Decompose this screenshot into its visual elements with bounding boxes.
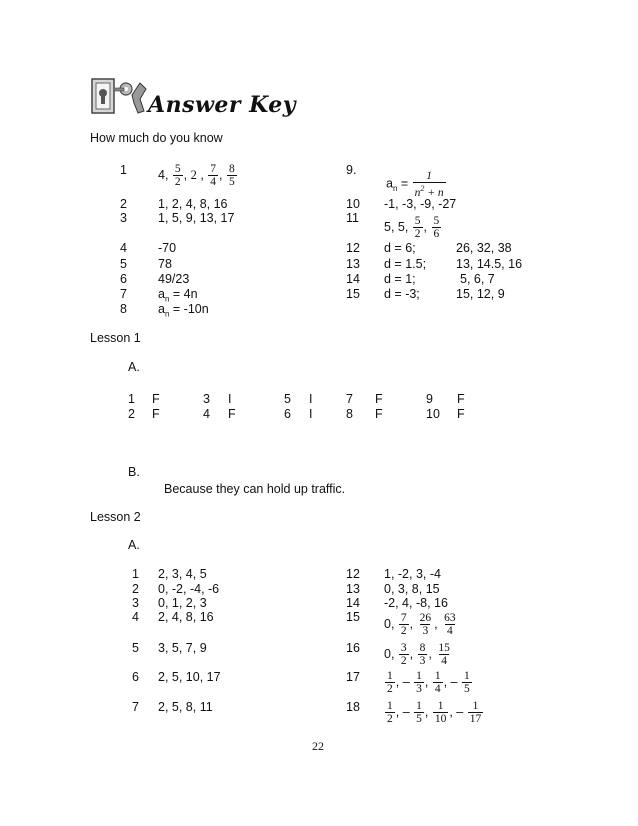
fraction: $\frac{5}{2}$ [174,163,181,188]
item-answer: $\frac{1}{2}$ , – $\frac{1}{5}$ , $\frac{1}{10}$ , – $\frac{1}{17}$ [387,700,482,725]
item-answer: d = -3; [384,287,420,301]
item-number: 6 [284,407,291,421]
page-title: Answer Key [148,92,297,118]
item-answer: d = 6; [384,241,416,255]
item-answer: 4, $\frac{5}{2}$ , 2 , $\frac{7}{4}$ , $\frac{8}{5}$ [158,163,235,188]
fraction: $\frac{1}{2}$ [387,700,393,725]
item-answer: 1, 5, 9, 13, 17 [158,211,235,225]
item-number: 8 [120,302,127,316]
lesson-title: Lesson 2 [90,510,141,524]
fraction: $\frac{1}{10}$ [434,700,447,725]
item-number: 2 [128,407,135,421]
item-number: 11 [346,211,359,225]
item-number: 4 [132,610,139,624]
fraction: $\frac{1}{5}$ [416,700,422,725]
item-number: 7 [346,392,353,406]
fraction: $\frac{5}{2}$ [414,215,421,240]
item-answer: d = 1.5; [384,257,427,271]
item-number: 14 [346,596,360,610]
item-number: 3 [203,392,210,406]
item-number: 1 [120,163,127,177]
item-number: 5 [284,392,291,406]
item-answer: F [457,392,465,406]
item-answer: F [152,392,160,406]
item-number: 9. [346,163,357,177]
item-number: 6 [120,272,127,286]
item-answer: 0, $\frac{7}{2}$ , $\frac{26}{3}$ , $\frac{63}{4}$ [384,612,456,637]
item-answer: 78 [158,257,172,271]
item-number: 10 [426,407,440,421]
item-answer: 26, 32, 38 [456,241,512,255]
item-answer: 15, 12, 9 [456,287,505,301]
item-answer: I [309,407,313,421]
item-number: 8 [346,407,353,421]
fraction: $\frac{1}{n^2 + n}$ [414,170,444,199]
page-number: 22 [312,739,324,753]
fraction: $\frac{7}{4}$ [210,163,217,188]
fraction: $\frac{5}{6}$ [433,215,440,240]
lesson-title: Lesson 1 [90,331,141,345]
key-icon [90,75,150,120]
fraction: $\frac{26}{3}$ [419,612,432,637]
item-answer: F [228,407,236,421]
part-label: B. [128,465,140,479]
fraction: $\frac{1}{5}$ [463,670,470,695]
item-number: 4 [203,407,210,421]
item-number: 15 [346,287,360,301]
item-answer: 2, 5, 8, 11 [158,700,213,714]
item-answer: 2, 4, 8, 16 [158,610,214,624]
item-number: 3 [132,596,139,610]
item-answer: $a_n = -10n$ [158,302,209,319]
item-answer: $\frac{1}{2}$ , – $\frac{1}{3}$ , $\frac{1}{4}$ , – $\frac{1}{5}$ [387,670,470,695]
item-answer: 2, 5, 10, 17 [158,670,221,684]
item-answer: -70 [158,241,177,255]
item-answer: 0, 1, 2, 3 [158,596,207,610]
fraction: $\frac{7}{2}$ [400,612,407,637]
item-answer: F [375,392,383,406]
item-answer: 0, -2, -4, -6 [158,582,220,596]
item-number: 7 [132,700,139,714]
item-answer: Because they can hold up traffic. [164,482,346,496]
item-answer: 1, 2, 4, 8, 16 [158,197,228,211]
item-answer: 5, 5, $\frac{5}{2}$ , $\frac{5}{6}$ [384,215,440,240]
item-answer: d = 1; [384,272,416,286]
item-number: 15 [346,610,360,624]
fraction: $\frac{15}{4}$ [438,642,450,667]
item-number: 10 [346,197,360,211]
item-number: 18 [346,700,360,714]
item-answer: 5, 6, 7 [460,272,495,286]
item-number: 5 [132,641,139,655]
item-number: 13 [346,257,360,271]
item-answer: I [309,392,313,406]
item-answer: $a_n$ = $\frac{1}{n^2 + n}$ [386,170,444,199]
item-answer: F [457,407,465,421]
fraction: $\frac{8}{5}$ [228,163,235,188]
item-answer: I [228,392,232,406]
item-number: 2 [132,582,139,596]
section-title: How much do you know [90,131,223,145]
item-number: 9 [426,392,433,406]
item-answer: 0, 3, 8, 15 [384,582,440,596]
item-number: 7 [120,287,127,301]
item-answer: $a_n = 4n$ [158,287,198,304]
fraction: $\frac{63}{4}$ [444,612,456,637]
item-answer: 0, $\frac{3}{2}$ , $\frac{8}{3}$ , $\frac{15}{4}$ [384,642,450,667]
item-answer: F [375,407,383,421]
item-number: 1 [128,392,135,406]
item-answer: 3, 5, 7, 9 [158,641,207,655]
item-number: 12 [346,241,360,255]
item-answer: -1, -3, -9, -27 [384,197,457,211]
item-answer: -2, 4, -8, 16 [384,596,448,610]
part-label: A. [128,360,140,374]
item-answer: 1, -2, 3, -4 [384,567,441,581]
item-answer: 49/23 [158,272,190,286]
item-number: 5 [120,257,127,271]
fraction: $\frac{1}{3}$ [416,670,422,695]
item-number: 2 [120,197,127,211]
fraction: $\frac{1}{4}$ [434,670,441,695]
item-answer: 13, 14.5, 16 [456,257,523,271]
item-number: 14 [346,272,360,286]
fraction: $\frac{3}{2}$ [400,642,407,667]
item-number: 17 [346,670,360,684]
fraction: $\frac{1}{17}$ [469,700,482,725]
item-number: 1 [132,567,139,581]
item-answer: F [152,407,160,421]
fraction: $\frac{8}{3}$ [419,642,426,667]
item-number: 4 [120,241,127,255]
item-answer: 2, 3, 4, 5 [158,567,207,581]
item-number: 13 [346,582,360,596]
fraction: $\frac{1}{2}$ [387,670,393,695]
item-number: 12 [346,567,360,581]
part-label: A. [128,538,140,552]
item-number: 6 [132,670,139,684]
item-number: 3 [120,211,127,225]
item-number: 16 [346,641,360,655]
